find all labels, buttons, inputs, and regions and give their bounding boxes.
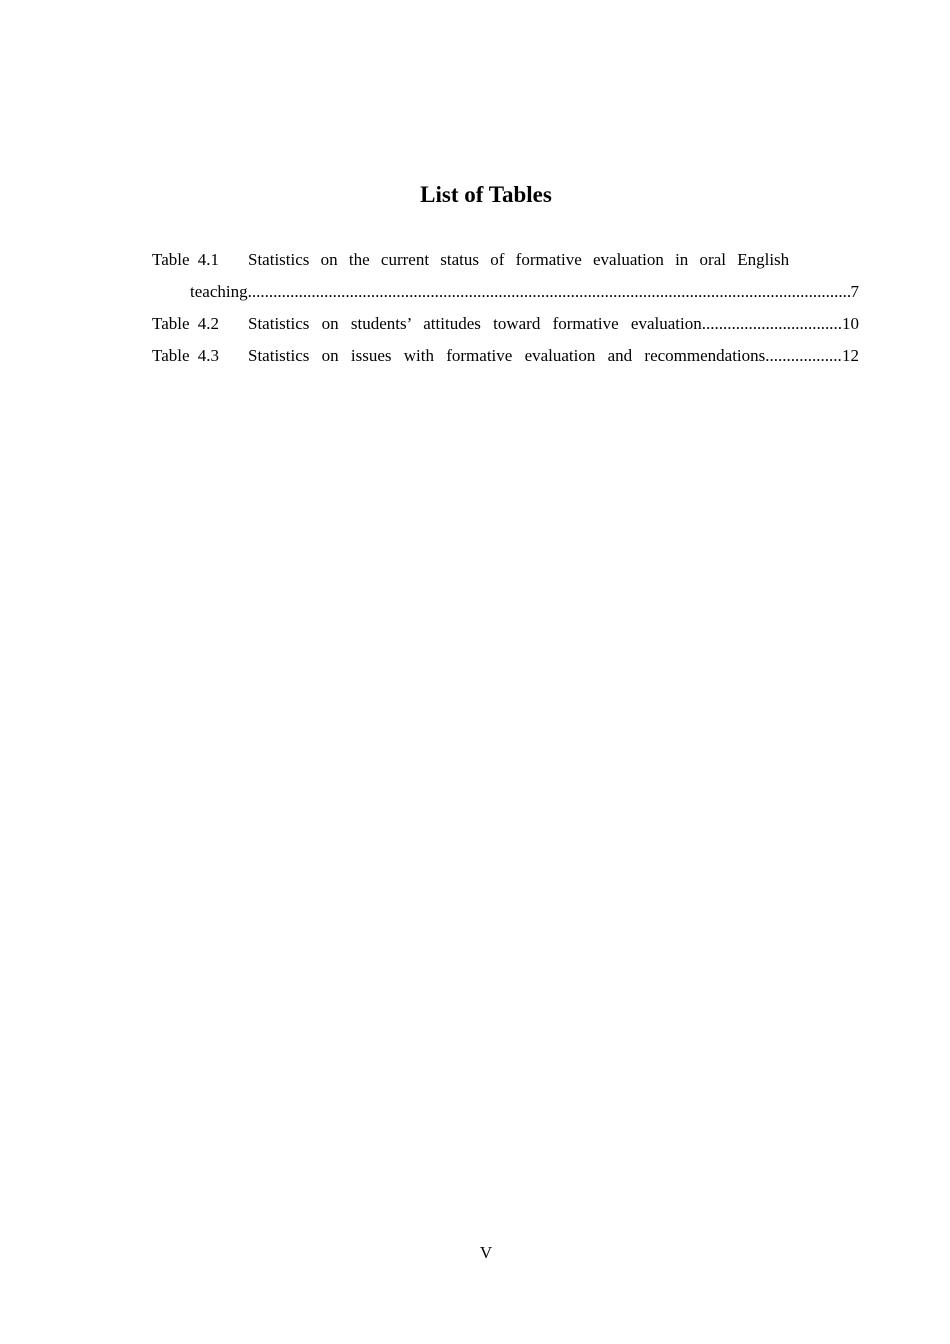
toc-entry-page: 10	[842, 314, 859, 333]
toc-entry-page: 7	[850, 282, 859, 301]
toc-entry-line	[152, 244, 859, 276]
toc-entry-label: Table 4.3	[152, 346, 220, 365]
dot-leader	[248, 276, 851, 308]
page-number: V	[479, 1243, 493, 1262]
toc-entry-table-4-3[interactable]	[152, 340, 859, 372]
toc-entry-line	[152, 276, 859, 308]
dot-leader	[702, 308, 842, 340]
toc-entry-table-4-1[interactable]	[152, 244, 859, 308]
toc-entry-title: Statistics on issues with formative evaluation and recommendations	[248, 346, 766, 365]
toc-entry-table-4-2[interactable]	[152, 308, 859, 340]
toc-entry-title-continued: teaching	[190, 282, 248, 301]
toc-entry-title: Statistics on the current status of formative evaluation in oral English	[248, 250, 790, 269]
toc-entry-title: Statistics on students’ attitudes toward formative evaluation	[248, 314, 702, 333]
page-title: List of Tables	[420, 182, 552, 207]
toc-entry-page: 12	[842, 346, 859, 365]
list-of-tables	[152, 244, 859, 372]
toc-entry-label: Table 4.1	[152, 250, 220, 269]
toc-entry-label: Table 4.2	[152, 314, 220, 333]
dot-leader	[765, 340, 842, 372]
